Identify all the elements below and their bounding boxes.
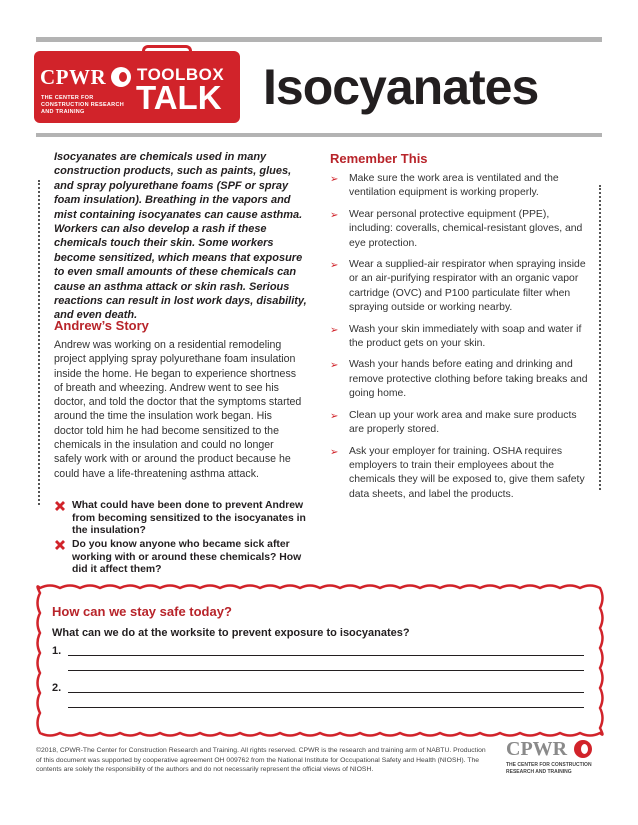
- remember-heading: Remember This: [330, 151, 428, 166]
- answer-line[interactable]: [68, 655, 584, 656]
- list-item: ➢ Clean up your work area and make sure products are properly stored.: [330, 409, 577, 436]
- answer-line[interactable]: [68, 670, 584, 671]
- intro-paragraph: Isocyanates are chemicals used in many construction products, such as paints, glues, and spray polyurethane foams (SPF or spray foam insulation). Breathing in the vapors and mist containing isocyanates can cause asthma. Workers can also develop a rash if these chemicals touch their skin. Some workers become sensitized, which means that exposure to even small amounts of these chemicals can cause an asthma attack or skin rash. Serious reactions can result in lost work days, disability, and even death.: [54, 151, 307, 322]
- arrow-icon: ➢: [330, 209, 339, 221]
- list-item: ➢ Wear personal protective equipment (PPE), including: coveralls, chemical-resistant gloves, and eye protection.: [330, 208, 583, 249]
- answer-number-2: 2.: [52, 682, 62, 694]
- logo-subtitle: THE CENTER FOR CONSTRUCTION RESEARCH AND TRAINING: [41, 95, 124, 115]
- logo-talk-text: TALK: [136, 79, 222, 116]
- list-item: ➢ Wash your skin immediately with soap and water if the product gets on your skin.: [330, 323, 582, 350]
- answer-number-1: 1.: [52, 645, 62, 657]
- footer-logo-text: CPWR: [506, 738, 568, 760]
- safe-question: What can we do at the worksite to prevent exposure to isocyanates?: [52, 627, 410, 639]
- logo-toolbox-text: TOOLBOX: [137, 65, 225, 84]
- list-item: ➢ Make sure the work area is ventilated and the ventilation equipment is working properly.: [330, 173, 559, 199]
- list-item: ➢ Ask your employer for training. OSHA requires employers to train their employees about the chemicals they will be exposed to, give them safety data sheets, and label the products.: [330, 445, 585, 500]
- safe-heading: How can we stay safe today?: [52, 604, 232, 619]
- footer-cpwr-logo: [506, 738, 606, 778]
- list-item: ➢ Wear a supplied-air respirator when spraying inside or an air-purifying respirator with an organic vapor cartridge (OVC) and P100 particulate filter when spraying outside or working nearby.: [330, 259, 586, 314]
- footer-logo-subtitle: THE CENTER FOR CONSTRUCTION RESEARCH AND TRAINING: [506, 762, 592, 775]
- story-text: Andrew was working on a residential remodeling project applying spray polyurethane foam insulation inside the home. He began to experience shortness of breath and wheezing. Andrew went to see his doctor, and told the doctor that the symptoms started around the time the insulation work began. His doctor told him he had become sensitized to the chemicals in the insulation and could no longer safely work with or around the product because he could have a life-threatening asthma attack.: [54, 339, 302, 480]
- arrow-icon: ➢: [330, 446, 339, 458]
- arrow-icon: ➢: [330, 260, 339, 272]
- page-title: Isocyanates: [263, 59, 539, 115]
- arrow-icon: ➢: [330, 410, 339, 422]
- footer-copyright: ©2018, CPWR-The Center for Construction Research and Training. All rights reserved. CPWR is the research and training arm of NABTU. Production of this document was supported by cooperative agreement OH 009762 from the National Institute for Occupational Safety and Health (NIOSH). The contents are solely the responsibility of the authors and do not necessarily represent the official views of NIOSH.: [36, 747, 486, 773]
- story-heading: Andrew’s Story: [54, 318, 149, 333]
- list-item: ➢ Wash your hands before eating and drinking and remove protective clothing before taking breaks and going home.: [330, 359, 588, 400]
- question-text: What could have been done to prevent Andrew from becoming sensitized to the isocyanates in the insulation?: [72, 500, 306, 536]
- answer-line[interactable]: [68, 692, 584, 693]
- arrow-icon: ➢: [330, 324, 339, 336]
- question-text: Do you know anyone who became sick after working with or around these chemicals? How did it affect them?: [72, 539, 302, 575]
- logo-dot-icon: [574, 740, 592, 758]
- arrow-icon: ➢: [330, 360, 339, 372]
- logo-cpwr-text: CPWR: [40, 65, 107, 89]
- answer-line[interactable]: [68, 707, 584, 708]
- arrow-icon: ➢: [330, 174, 339, 185]
